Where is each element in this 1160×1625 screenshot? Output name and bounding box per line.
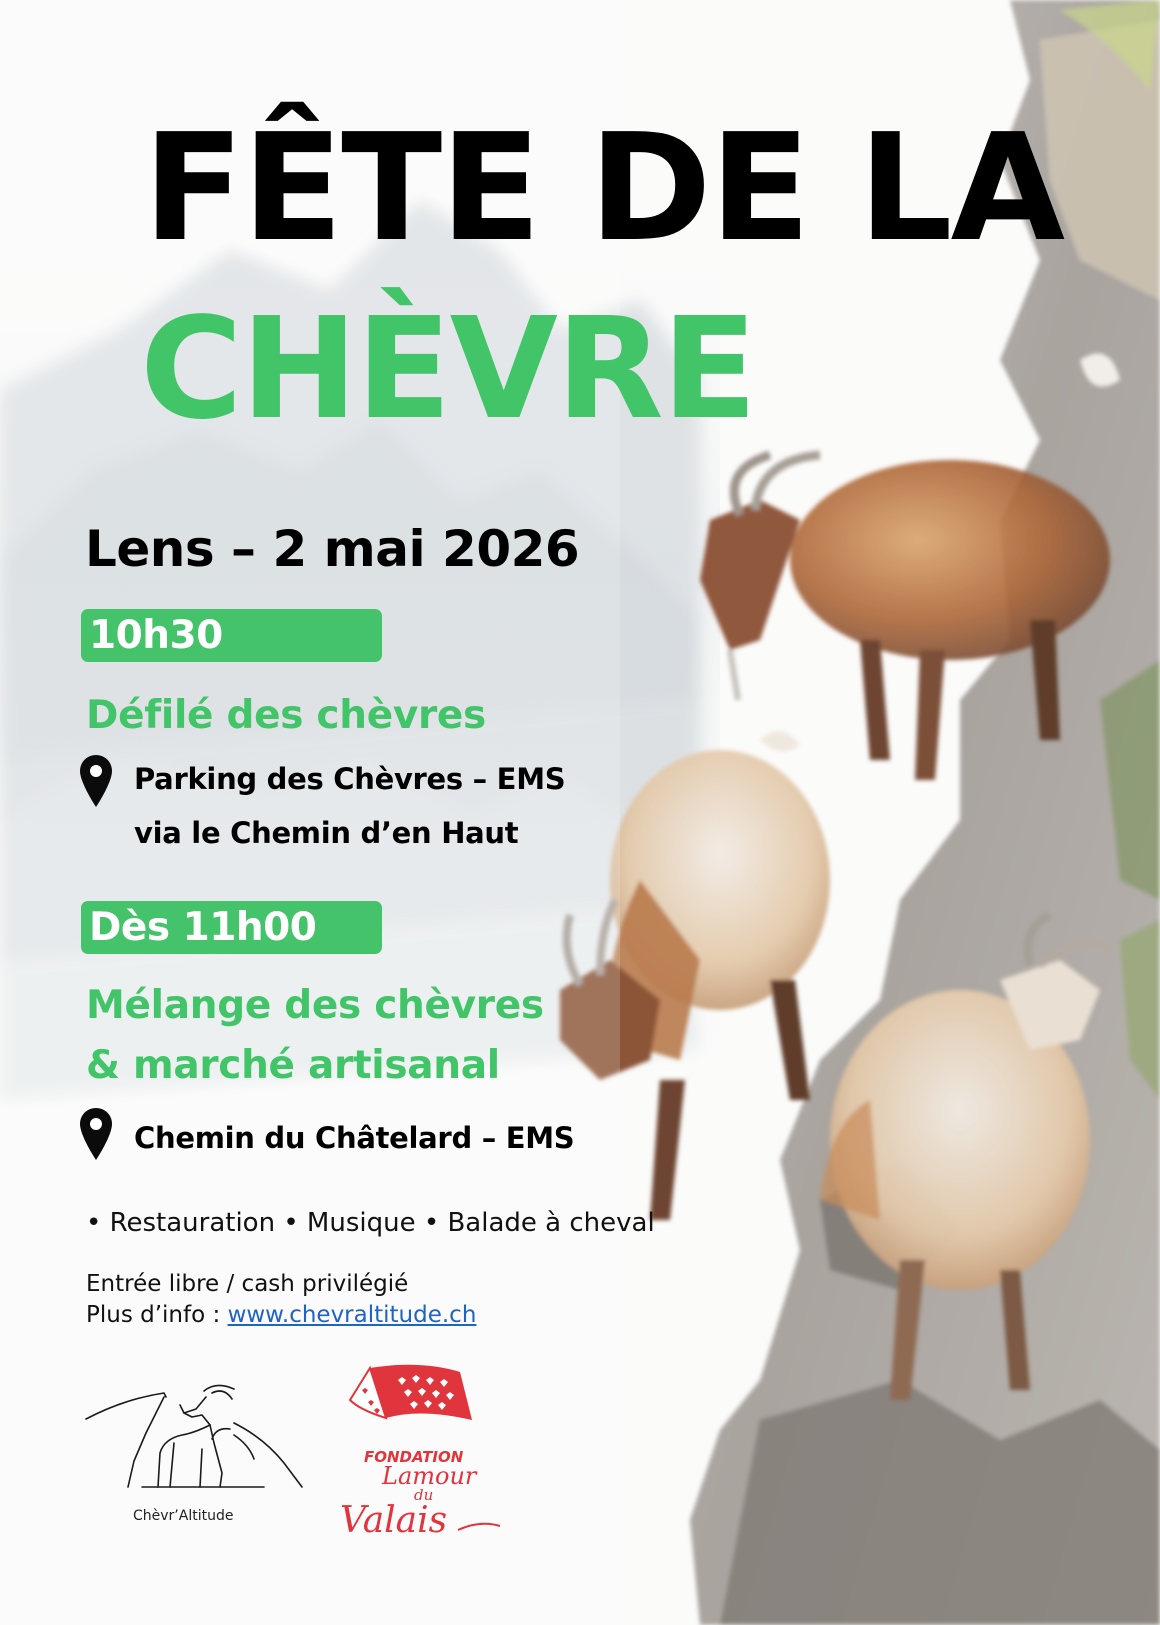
website-link[interactable]: www.chevraltitude.ch — [227, 1302, 477, 1328]
info-more-label: Plus d’info : — [86, 1302, 228, 1328]
time-badge-2 — [81, 901, 382, 954]
event-1-location-line-2: via le Chemin d’en Haut — [134, 816, 519, 850]
svg-text:du: du — [414, 1486, 434, 1504]
valais-hearts-flag-logo — [340, 1360, 520, 1540]
location-pin-icon — [80, 1108, 112, 1160]
info-more — [86, 1302, 476, 1328]
title-line-2: CHÈVRE — [140, 288, 756, 451]
chevraltitude-caption: Chèvr’Altitude — [133, 1508, 234, 1524]
place-date: Lens – 2 mai 2026 — [85, 520, 580, 578]
event-1-title: Défilé des chèvres — [86, 693, 486, 738]
svg-text:Valais: Valais — [340, 1500, 448, 1540]
time-badge-1 — [81, 609, 382, 662]
svg-text:Lamour: Lamour — [382, 1462, 477, 1490]
activities-list: • Restauration • Musique • Balade à cheval — [86, 1208, 655, 1238]
event-1-location-line-1: Parking des Chèvres – EMS — [134, 762, 566, 796]
svg-text:FONDATION: FONDATION — [364, 1448, 464, 1466]
title-line-1: FÊTE DE LA — [143, 102, 1064, 274]
time-badge-1-label: 10h30 — [89, 613, 223, 658]
location-pin-icon — [80, 755, 112, 807]
time-badge-2-label: Dès 11h00 — [89, 905, 317, 950]
event-2-location-line-1: Chemin du Châtelard – EMS — [134, 1121, 575, 1155]
goat-mountain-logo — [84, 1383, 304, 1493]
info-entry: Entrée libre / cash privilégié — [86, 1271, 409, 1297]
event-2-title-line-1: Mélange des chèvres — [86, 983, 544, 1028]
event-2-title-line-2: & marché artisanal — [86, 1043, 500, 1088]
